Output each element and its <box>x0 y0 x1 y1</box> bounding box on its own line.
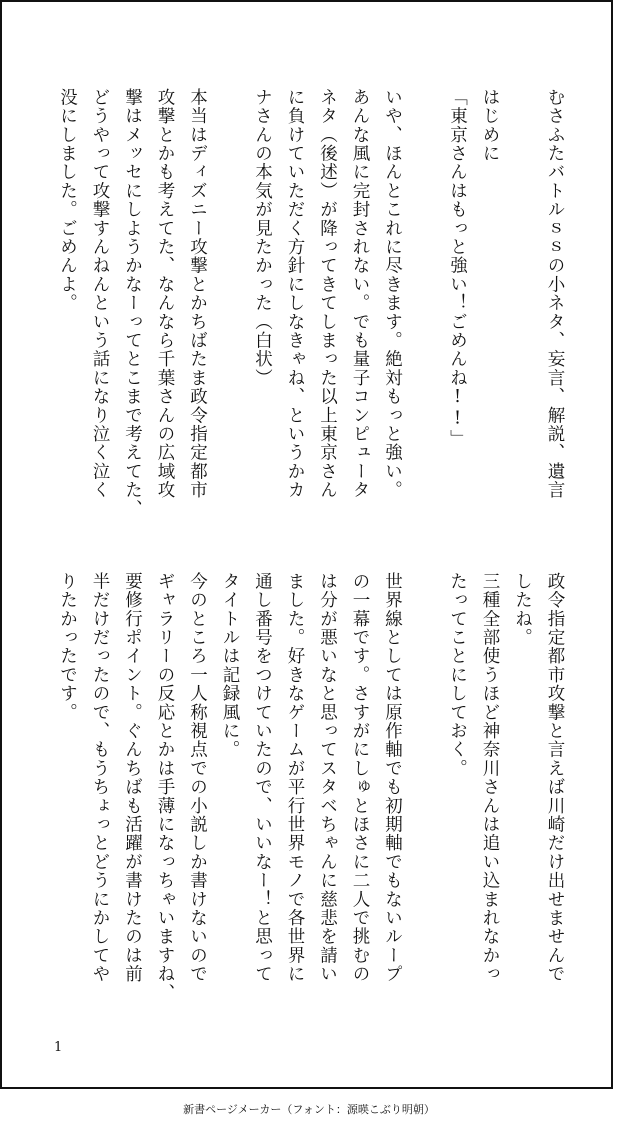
vertical-text-block-top: むさふたバトルｓｓの小ネタ、妄言、解説、遺言 はじめに 「東京さんはもっと強い！ごめんね!!」 いや、ほんとこれに尽きます。絶対もっと強い。 あんな風に完封されない。でも量子コンピュータ ネタ（後述）が降ってきてしまった以上東京さん に負けていただく方針にしなきゃね、というかカ ナさんの本気が見たかった（白状） 本当はディズニー攻撃とかちばたま政令指定都市 攻撃とかも考えてた、なんなら千葉さんの広域攻 撃はメッセにしようかなーってとこまで考えてた、 どうやって攻撃すんねんという話になり泣く泣く 没にしました。ごめんよ。 <box>57 88 565 519</box>
page-number: 1 <box>54 1040 63 1055</box>
footer-caption: 新書ページメーカー（フォント：源暎こぶり明朝） <box>183 1103 435 1116</box>
vertical-text-block-bottom: 政令指定都市攻撃と言えば川崎だけ出せませんで したね。 三種全部使うほど神奈川さんは追い込まれなかっ たってことにしておく。 世界線としては原作軸でも初期軸でもないループ の一幕です。さすがにしゅとほさに二人で挑むの は分が悪いなと思ってスタベちゃんに慈悲を請い ました。好きなゲームが平行世界モノで各世界に 通し番号をつけていたので、いいなー！と思って タイトルは記録風に。 今のところ一人称視点での小説しか書けないので ギャラリーの反応とかは手薄になっちゃいますね、 要修行ポイント。ぐんちばも活躍が書けたのは前 半だけだったので、もうちょっとどうにかしてや りたかったです。 <box>57 572 565 1003</box>
